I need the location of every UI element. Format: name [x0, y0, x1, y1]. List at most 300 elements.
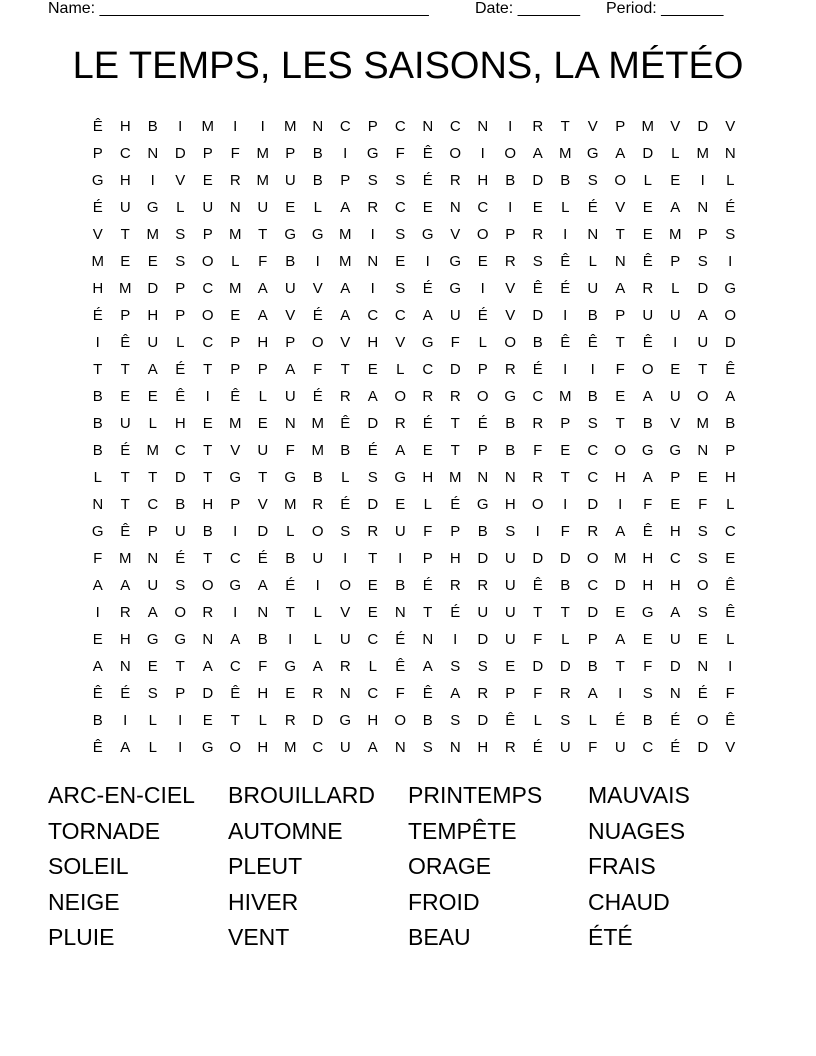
grid-letter: N	[697, 658, 709, 675]
grid-letter: T	[93, 361, 103, 378]
grid-letter: É	[120, 685, 131, 702]
grid-letter: G	[91, 523, 104, 540]
grid-letter: L	[176, 334, 185, 351]
grid-letter: O	[614, 172, 627, 189]
grid-letter: E	[670, 496, 681, 513]
grid-letter: B	[587, 658, 598, 675]
grid-letter: Ê	[230, 388, 241, 405]
word-bank-item: SOLEIL	[48, 853, 129, 879]
grid-letter: C	[642, 739, 654, 756]
grid-letter: U	[559, 739, 571, 756]
grid-letter: M	[229, 226, 242, 243]
grid-letter: V	[450, 226, 461, 243]
grid-letter: L	[176, 199, 185, 216]
grid-letter: Ê	[120, 334, 131, 351]
grid-letter: É	[615, 712, 626, 729]
grid-letter: F	[560, 523, 570, 540]
grid-row	[84, 437, 744, 464]
grid-letter: R	[504, 361, 516, 378]
grid-letter: Ê	[560, 253, 571, 270]
grid-letter: S	[340, 523, 351, 540]
grid-letter: V	[175, 172, 186, 189]
grid-letter: Ê	[642, 253, 653, 270]
grid-letter: D	[477, 550, 489, 567]
grid-letter: E	[505, 658, 516, 675]
grid-letter: S	[395, 226, 406, 243]
grid-letter: I	[233, 118, 238, 135]
grid-letter: A	[92, 577, 103, 594]
grid-letter: L	[341, 469, 350, 486]
grid-letter: A	[257, 307, 268, 324]
grid-letter: A	[587, 685, 598, 702]
grid-letter: S	[642, 685, 653, 702]
grid-letter: D	[697, 118, 709, 135]
grid-letter: N	[422, 631, 434, 648]
grid-letter: T	[230, 712, 240, 729]
grid-letter: P	[340, 172, 351, 189]
grid-letter: U	[284, 172, 296, 189]
grid-letter: A	[120, 577, 131, 594]
grid-letter: Ê	[725, 361, 736, 378]
grid-letter: Ê	[92, 685, 103, 702]
grid-letter: G	[421, 334, 434, 351]
grid-letter: E	[532, 199, 543, 216]
grid-letter: A	[642, 469, 653, 486]
word-bank-item: CHAUD	[588, 888, 670, 915]
grid-letter: T	[560, 118, 570, 135]
grid-letter: I	[150, 172, 155, 189]
grid-letter: H	[119, 631, 131, 648]
grid-letter: U	[174, 523, 186, 540]
grid-letter: C	[202, 334, 214, 351]
grid-letter: I	[728, 658, 733, 675]
grid-letter: P	[230, 334, 241, 351]
grid-letter: B	[257, 631, 268, 648]
grid-letter: O	[531, 496, 544, 513]
grid-letter: G	[201, 739, 214, 756]
grid-letter: V	[505, 280, 516, 297]
grid-letter: I	[563, 307, 568, 324]
grid-letter: V	[670, 118, 681, 135]
grid-letter: F	[93, 550, 103, 567]
grid-letter: U	[339, 631, 351, 648]
grid-letter: C	[724, 523, 736, 540]
grid-letter: H	[504, 496, 516, 513]
grid-letter: N	[367, 253, 379, 270]
grid-letter: D	[312, 712, 324, 729]
grid-letter: H	[669, 523, 681, 540]
grid-letter: P	[230, 496, 241, 513]
grid-letter: V	[505, 307, 516, 324]
grid-letter: É	[670, 739, 681, 756]
grid-letter: A	[312, 658, 323, 675]
grid-letter: R	[532, 226, 544, 243]
grid-letter: R	[312, 685, 324, 702]
grid-letter: A	[340, 307, 351, 324]
grid-letter: R	[642, 280, 654, 297]
grid-letter: L	[726, 631, 735, 648]
grid-letter: S	[725, 226, 736, 243]
grid-letter: S	[450, 712, 461, 729]
grid-letter: O	[201, 577, 214, 594]
grid-row	[84, 194, 744, 221]
grid-letter: Ê	[587, 334, 598, 351]
grid-letter: S	[175, 253, 186, 270]
grid-letter: A	[257, 280, 268, 297]
grid-letter: M	[669, 226, 682, 243]
grid-letter: C	[422, 361, 434, 378]
grid-letter: E	[642, 226, 653, 243]
grid-letter: Ê	[505, 712, 516, 729]
grid-row	[84, 167, 744, 194]
grid-letter: I	[728, 253, 733, 270]
grid-letter: V	[92, 226, 103, 243]
grid-letter: E	[285, 685, 296, 702]
grid-letter: U	[504, 631, 516, 648]
grid-letter: T	[560, 469, 570, 486]
grid-letter: É	[395, 631, 406, 648]
grid-row	[84, 221, 744, 248]
grid-letter: N	[477, 118, 489, 135]
grid-letter: É	[340, 496, 351, 513]
grid-letter: I	[700, 172, 705, 189]
grid-letter: M	[696, 415, 709, 432]
grid-letter: G	[421, 226, 434, 243]
grid-row	[84, 734, 744, 761]
grid-letter: F	[395, 145, 405, 162]
grid-letter: Ê	[340, 415, 351, 432]
grid-letter: R	[504, 253, 516, 270]
grid-letter: O	[311, 334, 324, 351]
word-bank	[48, 778, 768, 956]
grid-letter: G	[724, 280, 737, 297]
grid-letter: Ê	[642, 523, 653, 540]
grid-letter: H	[147, 307, 159, 324]
grid-letter: H	[257, 685, 269, 702]
period-field: Period: _______	[606, 0, 724, 17]
grid-letter: A	[450, 685, 461, 702]
grid-letter: I	[233, 523, 238, 540]
grid-letter: O	[201, 307, 214, 324]
word-bank-item: TORNADE	[48, 817, 161, 844]
grid-letter: B	[340, 442, 351, 459]
grid-letter: T	[698, 361, 708, 378]
grid-letter: E	[202, 172, 213, 189]
grid-row	[84, 491, 744, 518]
grid-letter: L	[313, 199, 322, 216]
grid-letter: H	[92, 280, 104, 297]
grid-letter: G	[146, 631, 159, 648]
grid-letter: V	[257, 496, 268, 513]
date-field: Date: _______	[475, 0, 580, 17]
grid-letter: O	[504, 145, 517, 162]
grid-letter: C	[394, 118, 406, 135]
grid-letter: R	[504, 739, 516, 756]
grid-letter: D	[147, 280, 159, 297]
grid-letter: E	[615, 604, 626, 621]
grid-letter: C	[449, 118, 461, 135]
grid-letter: F	[588, 739, 598, 756]
grid-letter: G	[669, 442, 682, 459]
grid-letter: Ê	[725, 712, 736, 729]
grid-letter: S	[697, 550, 708, 567]
grid-letter: L	[533, 712, 542, 729]
grid-letter: B	[532, 334, 543, 351]
grid-letter: P	[120, 307, 131, 324]
grid-letter: S	[477, 658, 488, 675]
grid-letter: U	[312, 550, 324, 567]
grid-letter: É	[175, 550, 186, 567]
grid-letter: L	[148, 739, 157, 756]
grid-letter: N	[257, 604, 269, 621]
grid-letter: P	[92, 145, 103, 162]
grid-letter: H	[202, 496, 214, 513]
grid-letter: R	[284, 712, 296, 729]
grid-letter: C	[587, 442, 599, 459]
grid-letter: I	[508, 118, 513, 135]
grid-letter: T	[615, 658, 625, 675]
grid-letter: H	[422, 469, 434, 486]
grid-letter: Ê	[120, 523, 131, 540]
grid-letter: É	[422, 280, 433, 297]
grid-letter: S	[450, 658, 461, 675]
grid-letter: M	[641, 118, 654, 135]
grid-letter: F	[643, 658, 653, 675]
grid-letter: T	[120, 226, 130, 243]
grid-letter: É	[312, 388, 323, 405]
grid-letter: I	[370, 280, 375, 297]
grid-letter: N	[147, 550, 159, 567]
grid-row	[84, 113, 744, 140]
grid-letter: M	[256, 172, 269, 189]
grid-letter: C	[532, 388, 544, 405]
grid-letter: N	[449, 739, 461, 756]
grid-letter: T	[120, 469, 130, 486]
grid-letter: I	[233, 604, 238, 621]
grid-letter: Ê	[175, 388, 186, 405]
grid-letter: S	[697, 253, 708, 270]
grid-letter: R	[532, 415, 544, 432]
grid-letter: M	[559, 145, 572, 162]
grid-letter: E	[615, 388, 626, 405]
grid-letter: D	[642, 145, 654, 162]
grid-letter: M	[696, 145, 709, 162]
word-bank-item: ARC-EN-CIEL	[48, 782, 195, 808]
grid-row	[84, 410, 744, 437]
grid-row	[84, 464, 744, 491]
grid-letter: N	[697, 442, 709, 459]
grid-letter: L	[148, 415, 157, 432]
grid-letter: F	[258, 253, 268, 270]
grid-letter: L	[726, 496, 735, 513]
grid-letter: N	[92, 496, 104, 513]
grid-letter: T	[615, 334, 625, 351]
grid-letter: D	[367, 415, 379, 432]
grid-row	[84, 599, 744, 626]
grid-letter: U	[339, 739, 351, 756]
grid-letter: M	[146, 442, 159, 459]
grid-letter: A	[615, 145, 626, 162]
grid-letter: L	[368, 658, 377, 675]
grid-letter: G	[476, 496, 489, 513]
grid-letter: D	[532, 550, 544, 567]
grid-letter: R	[367, 523, 379, 540]
grid-letter: T	[120, 361, 130, 378]
grid-letter: É	[285, 577, 296, 594]
word-bank-item: AUTOMNE	[228, 817, 343, 844]
grid-letter: I	[123, 712, 128, 729]
grid-letter: N	[504, 469, 516, 486]
grid-row	[84, 680, 744, 707]
grid-letter: P	[202, 226, 213, 243]
grid-letter: E	[560, 442, 571, 459]
grid-letter: O	[339, 577, 352, 594]
grid-letter: O	[476, 388, 489, 405]
grid-letter: H	[477, 739, 489, 756]
grid-letter: É	[697, 685, 708, 702]
grid-letter: O	[201, 253, 214, 270]
grid-letter: L	[588, 712, 597, 729]
grid-letter: M	[339, 226, 352, 243]
grid-letter: O	[696, 388, 709, 405]
grid-letter: T	[423, 604, 433, 621]
grid-letter: H	[669, 577, 681, 594]
grid-letter: B	[422, 712, 433, 729]
grid-letter: U	[697, 334, 709, 351]
grid-letter: D	[559, 550, 571, 567]
grid-letter: G	[449, 253, 462, 270]
grid-letter: T	[368, 550, 378, 567]
grid-letter: U	[284, 280, 296, 297]
grid-letter: U	[669, 631, 681, 648]
grid-letter: D	[532, 172, 544, 189]
word-bank-item: PRINTEMPS	[408, 782, 543, 808]
grid-letter: P	[175, 685, 186, 702]
grid-letter: S	[175, 577, 186, 594]
grid-letter: O	[614, 442, 627, 459]
grid-row	[84, 248, 744, 275]
grid-letter: A	[92, 658, 103, 675]
grid-letter: M	[146, 226, 159, 243]
grid-letter: C	[312, 739, 324, 756]
grid-letter: É	[367, 442, 378, 459]
grid-letter: A	[120, 739, 131, 756]
grid-letter: E	[395, 496, 406, 513]
grid-letter: S	[505, 523, 516, 540]
grid-letter: M	[311, 415, 324, 432]
grid-letter: R	[422, 388, 434, 405]
grid-letter: N	[587, 226, 599, 243]
grid-letter: E	[120, 253, 131, 270]
grid-letter: N	[394, 739, 406, 756]
grid-letter: N	[119, 658, 131, 675]
grid-letter: R	[339, 658, 351, 675]
grid-letter: V	[230, 442, 241, 459]
grid-letter: I	[95, 604, 100, 621]
grid-letter: O	[696, 712, 709, 729]
grid-letter: S	[395, 172, 406, 189]
grid-letter: G	[284, 658, 297, 675]
word-bank-item: FROID	[408, 888, 480, 915]
grid-letter: C	[587, 577, 599, 594]
grid-letter: A	[202, 658, 213, 675]
grid-letter: U	[257, 199, 269, 216]
grid-letter: G	[229, 469, 242, 486]
grid-letter: E	[230, 307, 241, 324]
grid-row	[84, 275, 744, 302]
grid-letter: U	[147, 334, 159, 351]
grid-letter: H	[119, 118, 131, 135]
grid-letter: É	[477, 415, 488, 432]
grid-letter: G	[284, 469, 297, 486]
student-info-header	[48, 0, 748, 20]
grid-letter: B	[285, 550, 296, 567]
grid-letter: C	[229, 550, 241, 567]
grid-letter: R	[394, 415, 406, 432]
grid-letter: O	[311, 523, 324, 540]
grid-letter: E	[367, 604, 378, 621]
grid-letter: A	[422, 658, 433, 675]
grid-letter: M	[91, 253, 104, 270]
grid-letter: I	[563, 496, 568, 513]
grid-letter: É	[477, 307, 488, 324]
grid-letter: B	[92, 442, 103, 459]
grid-letter: A	[697, 307, 708, 324]
grid-letter: R	[587, 523, 599, 540]
grid-letter: C	[339, 118, 351, 135]
grid-letter: E	[147, 658, 158, 675]
grid-letter: C	[229, 658, 241, 675]
grid-letter: U	[669, 307, 681, 324]
grid-letter: T	[120, 496, 130, 513]
grid-letter: P	[285, 145, 296, 162]
word-bank-item: FRAIS	[588, 853, 656, 879]
grid-letter: D	[724, 334, 736, 351]
grid-letter: M	[229, 280, 242, 297]
grid-letter: B	[587, 388, 598, 405]
grid-letter: L	[671, 280, 680, 297]
grid-letter: E	[477, 253, 488, 270]
grid-letter: B	[395, 577, 406, 594]
grid-letter: I	[535, 523, 540, 540]
grid-letter: B	[92, 415, 103, 432]
grid-letter: P	[147, 523, 158, 540]
grid-letter: E	[147, 253, 158, 270]
grid-letter: H	[174, 415, 186, 432]
grid-letter: F	[725, 685, 735, 702]
grid-letter: A	[340, 280, 351, 297]
grid-letter: O	[476, 226, 489, 243]
grid-letter: R	[449, 577, 461, 594]
grid-letter: T	[148, 469, 158, 486]
grid-letter: M	[339, 253, 352, 270]
grid-letter: I	[343, 550, 348, 567]
grid-row	[84, 518, 744, 545]
grid-letter: L	[643, 172, 652, 189]
grid-letter: N	[697, 199, 709, 216]
grid-letter: T	[450, 442, 460, 459]
grid-letter: T	[450, 415, 460, 432]
grid-letter: U	[284, 388, 296, 405]
grid-letter: O	[586, 550, 599, 567]
grid-letter: R	[449, 172, 461, 189]
grid-letter: A	[725, 388, 736, 405]
grid-letter: E	[670, 361, 681, 378]
grid-letter: T	[175, 658, 185, 675]
grid-letter: C	[669, 550, 681, 567]
grid-letter: E	[367, 361, 378, 378]
grid-letter: I	[618, 496, 623, 513]
